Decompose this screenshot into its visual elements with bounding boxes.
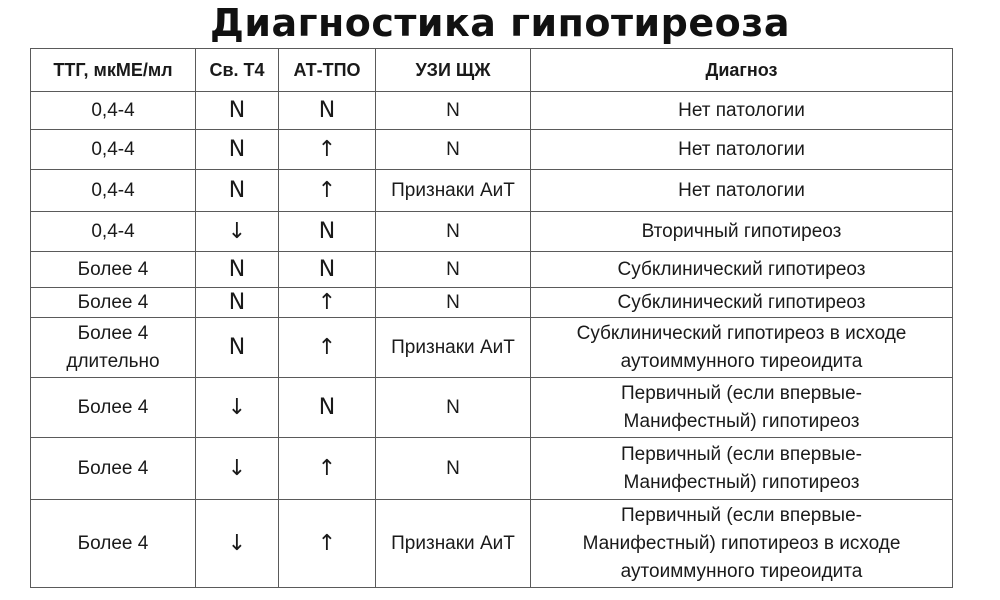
cell-ultrasound: N xyxy=(376,92,531,130)
cell-ttg: Более 4 xyxy=(31,252,196,288)
cell-free-t4: N xyxy=(196,170,279,212)
header-at-tpo: АТ-ТПО xyxy=(279,49,376,92)
table-row xyxy=(31,318,953,378)
cell-at-tpo: ↑ xyxy=(279,130,376,170)
header-thyroid-ultrasound: УЗИ ЩЖ xyxy=(376,49,531,92)
cell-free-t4: N xyxy=(196,288,279,318)
diagnosis-table xyxy=(30,48,953,588)
cell-free-t4: ↓ xyxy=(196,212,279,252)
table-row xyxy=(31,130,953,170)
cell-ultrasound: N xyxy=(376,212,531,252)
cell-diagnosis: Первичный (если впервые- Манифестный) гипотиреоз xyxy=(531,438,953,500)
cell-diagnosis: Нет патологии xyxy=(531,92,953,130)
cell-at-tpo: ↑ xyxy=(279,288,376,318)
cell-diagnosis: Субклинический гипотиреоз xyxy=(531,288,953,318)
cell-free-t4: ↓ xyxy=(196,378,279,438)
cell-diagnosis: Первичный (если впервые- Манифестный) гипотиреоз в исходе аутоиммунного тиреоидита xyxy=(531,500,953,588)
cell-ultrasound: N xyxy=(376,130,531,170)
table-row xyxy=(31,212,953,252)
cell-ttg: Более 4 xyxy=(31,438,196,500)
cell-at-tpo: N xyxy=(279,92,376,130)
cell-free-t4: ↓ xyxy=(196,438,279,500)
cell-diagnosis: Нет патологии xyxy=(531,170,953,212)
cell-at-tpo: ↑ xyxy=(279,500,376,588)
header-ttg: ТТГ, мкМЕ/мл xyxy=(31,49,196,92)
cell-ttg: 0,4-4 xyxy=(31,130,196,170)
cell-at-tpo: ↑ xyxy=(279,438,376,500)
cell-free-t4: N xyxy=(196,92,279,130)
cell-free-t4: N xyxy=(196,252,279,288)
cell-ultrasound: Признаки АиТ xyxy=(376,170,531,212)
cell-at-tpo: N xyxy=(279,212,376,252)
cell-free-t4: N xyxy=(196,318,279,378)
cell-free-t4: N xyxy=(196,130,279,170)
cell-ttg: Более 4 xyxy=(31,500,196,588)
cell-diagnosis: Субклинический гипотиреоз в исходе аутоиммунного тиреоидита xyxy=(531,318,953,378)
table-row xyxy=(31,500,953,588)
cell-at-tpo: N xyxy=(279,252,376,288)
cell-ttg: 0,4-4 xyxy=(31,170,196,212)
page-title: Диагностика гипотиреоза xyxy=(210,1,790,45)
cell-ultrasound: Признаки АиТ xyxy=(376,318,531,378)
cell-ttg: 0,4-4 xyxy=(31,212,196,252)
table-header-row xyxy=(31,49,953,92)
cell-ultrasound: N xyxy=(376,252,531,288)
table-row xyxy=(31,438,953,500)
cell-at-tpo: ↑ xyxy=(279,170,376,212)
table-row xyxy=(31,252,953,288)
cell-ttg: Более 4 длительно xyxy=(31,318,196,378)
cell-ultrasound: N xyxy=(376,378,531,438)
cell-ttg: Более 4 xyxy=(31,378,196,438)
cell-ultrasound: Признаки АиТ xyxy=(376,500,531,588)
table-row xyxy=(31,288,953,318)
header-diagnosis: Диагноз xyxy=(531,49,953,92)
cell-at-tpo: ↑ xyxy=(279,318,376,378)
cell-diagnosis: Первичный (если впервые- Манифестный) гипотиреоз xyxy=(531,378,953,438)
cell-diagnosis: Вторичный гипотиреоз xyxy=(531,212,953,252)
table-row xyxy=(31,170,953,212)
cell-ultrasound: N xyxy=(376,288,531,318)
cell-ultrasound: N xyxy=(376,438,531,500)
cell-free-t4: ↓ xyxy=(196,500,279,588)
header-free-t4: Св. Т4 xyxy=(196,49,279,92)
table-row xyxy=(31,92,953,130)
table-row xyxy=(31,378,953,438)
cell-diagnosis: Субклинический гипотиреоз xyxy=(531,252,953,288)
cell-at-tpo: N xyxy=(279,378,376,438)
cell-ttg: 0,4-4 xyxy=(31,92,196,130)
cell-diagnosis: Нет патологии xyxy=(531,130,953,170)
cell-ttg: Более 4 xyxy=(31,288,196,318)
